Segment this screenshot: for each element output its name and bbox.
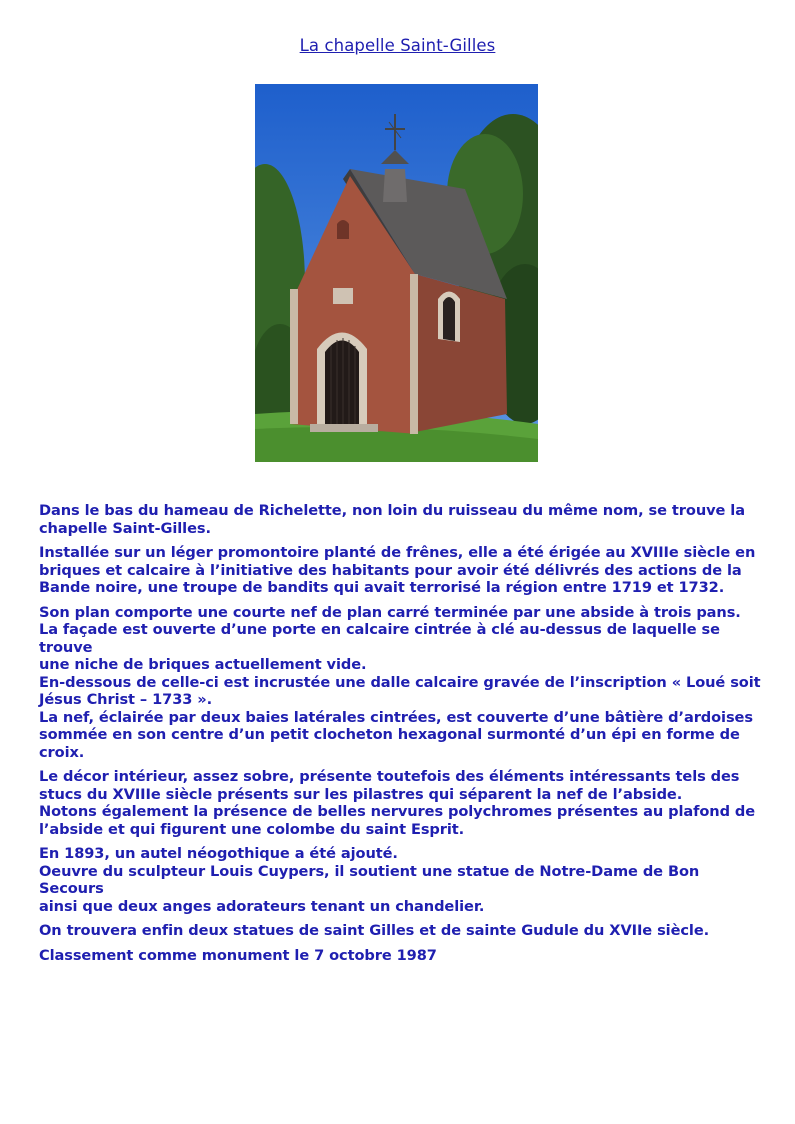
paragraph: Son plan comporte une courte nef de plan carré terminée par une abside à trois pans. La façade est ouverte d’une porte en calcaire cintrée à clé au-dessus de laquelle se trouve une niche de briques actuellement vide. En-dessous de celle-ci est incrustée une dalle calcaire gravée de l’inscription « Loué soit Jésus Christ – 1733 ». La nef, éclairée par deux baies latérales cintrées, est couverte d’une bâtière d’ardoises sommée en son centre d’un petit clocheton hexagonal surmonté d’un épi en forme de croix.	[39, 603, 761, 761]
paragraph: Le décor intérieur, assez sobre, présente toutefois des éléments intéressants tels des stucs du XVIIIe siècle présents sur les pilastres qui séparent la nef de l’abside. Notons également la présence de belles nervures polychromes présentes au plafond de l’abside et qui figurent une colombe du saint Esprit.	[39, 768, 756, 838]
article-body	[39, 502, 764, 971]
paragraph: Dans le bas du hameau de Richelette, non loin du ruisseau du même nom, se trouve la chapelle Saint-Gilles.	[39, 502, 745, 537]
paragraph: Classement comme monument le 7 octobre 1987	[39, 946, 437, 964]
paragraph: En 1893, un autel néogothique a été ajouté. Oeuvre du sculpteur Louis Cuypers, il soutient une statue de Notre-Dame de Bon Secours ainsi que deux anges adorateurs tenant un chandelier.	[39, 845, 700, 915]
paragraph: Installée sur un léger promontoire planté de frênes, elle a été érigée au XVIIIe siècle en briques et calcaire à l’initiative des habitants pour avoir été délivrés des actions de la Bande noire, une troupe de bandits qui avait terrorisé la région entre 1719 et 1732.	[39, 544, 756, 596]
chapel-photo	[255, 84, 538, 462]
paragraph: On trouvera enfin deux statues de saint Gilles et de sainte Gudule du XVIIe siècle.	[39, 922, 710, 939]
page-title[interactable]: La chapelle Saint-Gilles	[299, 36, 496, 55]
